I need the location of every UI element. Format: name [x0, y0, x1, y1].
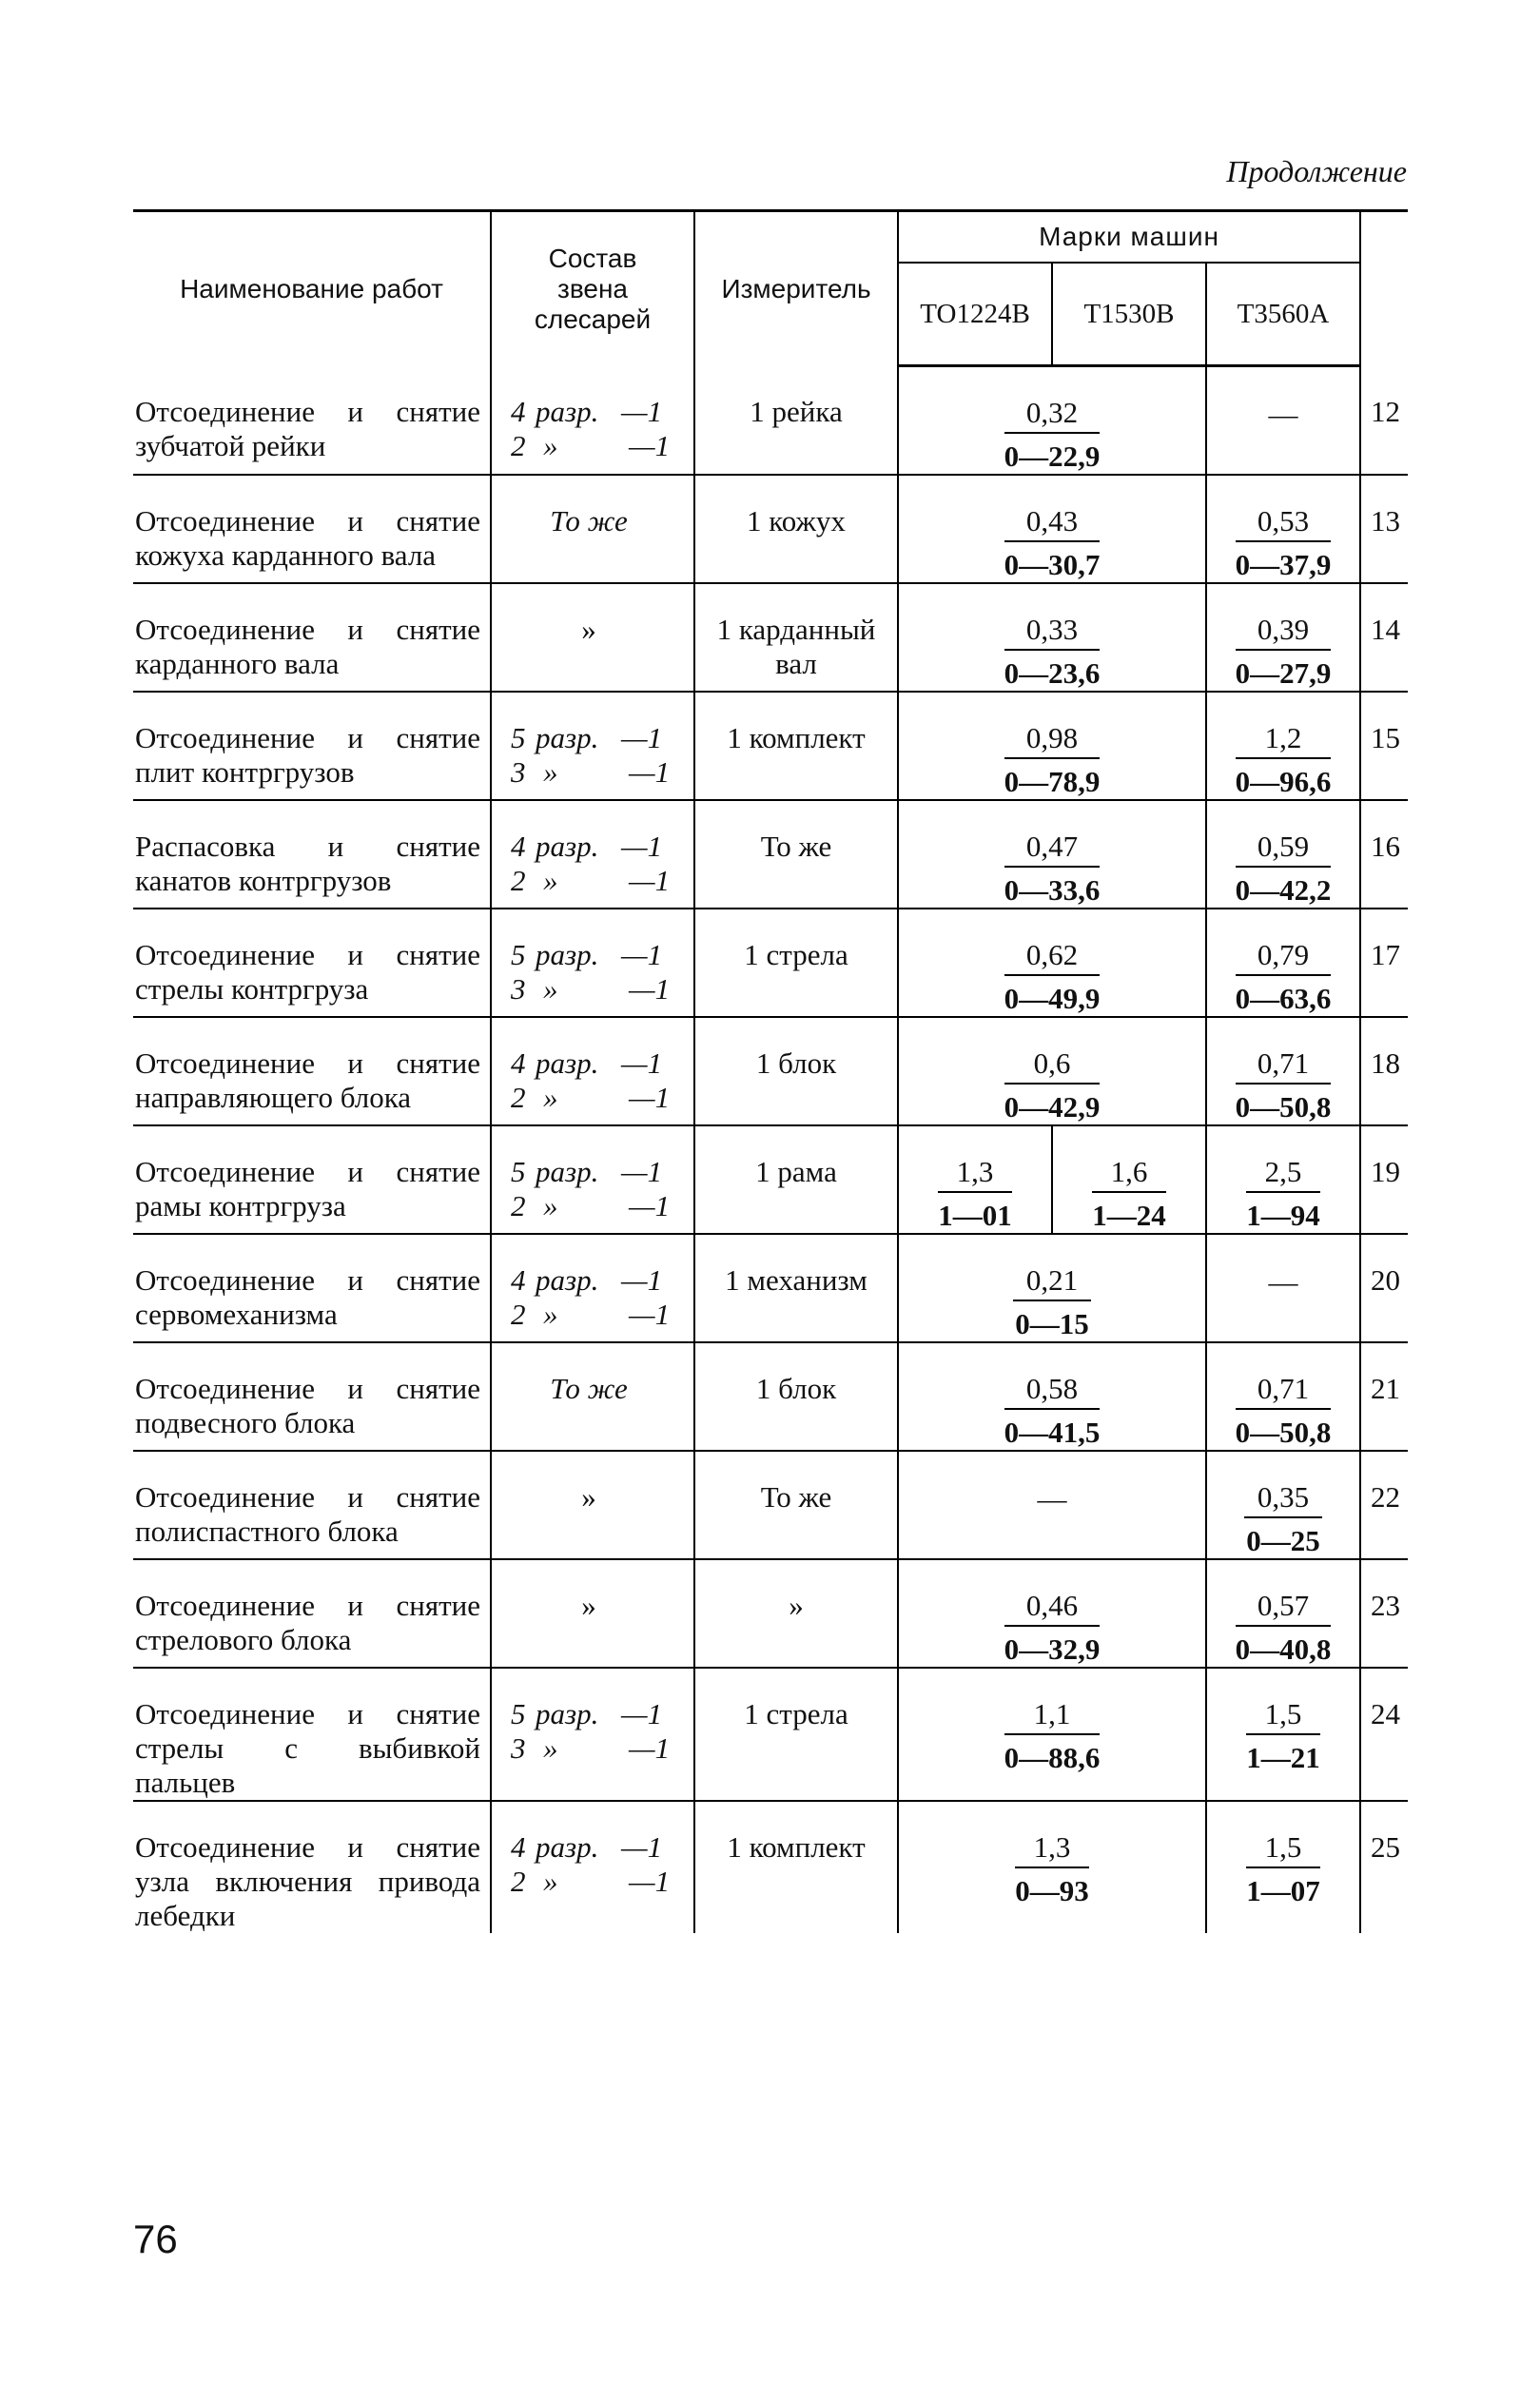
meter: 1 блок — [694, 1342, 898, 1451]
norm-fraction — [1236, 1372, 1332, 1450]
price-rate: 0—63,6 — [1235, 982, 1332, 1015]
work-name: Отсоединение и снятие стрелы контргруза — [133, 909, 491, 1017]
row-number: 18 — [1360, 1017, 1408, 1125]
header-number-col — [1360, 211, 1408, 366]
value-machines-1-2 — [898, 1234, 1206, 1342]
value-machines-1-2 — [898, 1801, 1206, 1933]
table-row — [133, 1451, 1408, 1559]
crew-line: 5 разр. —1 — [511, 1155, 663, 1188]
norm-fraction — [1004, 1372, 1101, 1450]
crew-line: 3 » —1 — [511, 755, 671, 789]
row-number: 24 — [1360, 1668, 1408, 1801]
header-machine-3: Т3560А — [1206, 263, 1360, 366]
norm-fraction — [1004, 830, 1101, 908]
norm-fraction — [1092, 1155, 1166, 1233]
value-machines-1-2 — [898, 1668, 1206, 1801]
value-machine-3 — [1206, 692, 1360, 800]
crew-line: 2 » —1 — [511, 1865, 671, 1898]
value-machine-3 — [1206, 1017, 1360, 1125]
time-norm: 0,79 — [1236, 938, 1332, 976]
value-machine-3 — [1206, 366, 1360, 476]
crew-composition — [491, 1125, 694, 1234]
meter: 1 стрела — [694, 909, 898, 1017]
crew-composition — [491, 366, 694, 476]
price-rate: 0—42,2 — [1235, 873, 1332, 907]
crew-line: 5 разр. —1 — [511, 1697, 663, 1730]
meter: 1 блок — [694, 1017, 898, 1125]
norm-fraction — [1004, 1589, 1101, 1667]
value-machine-3 — [1206, 1234, 1360, 1342]
row-number: 12 — [1371, 394, 1401, 428]
time-norm: 1,3 — [1015, 1830, 1089, 1868]
time-norm: 0,57 — [1236, 1589, 1332, 1627]
crew-line: 4 разр. —1 — [511, 1046, 663, 1080]
crew-line: 2 » —1 — [511, 428, 671, 462]
work-name: Отсоединение и снятие направляющего блока — [133, 1017, 491, 1125]
value-machine-3 — [1206, 1801, 1360, 1933]
crew-composition — [491, 800, 694, 909]
meter: 1 комплект — [694, 692, 898, 800]
work-name: Отсоединение и снятие стрелы с выбивкой пальцев — [133, 1668, 491, 1801]
time-norm: 0,35 — [1244, 1480, 1322, 1518]
time-norm: 0,71 — [1236, 1046, 1332, 1085]
value-machines-1-2 — [898, 366, 1206, 476]
value-machines-1-2 — [898, 1342, 1206, 1451]
table-row — [133, 1559, 1408, 1668]
price-rate: 0—32,9 — [1004, 1632, 1101, 1666]
row-number: 22 — [1360, 1451, 1408, 1559]
crew-line: 4 разр. —1 — [511, 1830, 663, 1864]
crew-composition: То же — [491, 475, 694, 583]
price-rate: 0—33,6 — [1004, 873, 1101, 907]
price-rate: 0—27,9 — [1235, 656, 1332, 690]
work-name: Отсоединение и снятие полиспастного блока — [133, 1451, 491, 1559]
crew-composition: » — [491, 583, 694, 692]
value-machines-1-2 — [898, 1017, 1206, 1125]
no-value-dash: — — [1268, 1265, 1298, 1299]
table-row — [133, 800, 1408, 909]
work-name: Отсоединение и снятие узла включения привода лебедки — [133, 1801, 491, 1933]
row-number: 14 — [1360, 583, 1408, 692]
time-norm: 0,32 — [1004, 396, 1101, 434]
meter: 1 комплект — [694, 1801, 898, 1933]
price-rate: 0—15 — [1015, 1307, 1089, 1340]
value-machine-3 — [1206, 583, 1360, 692]
crew-line: 2 » —1 — [511, 1081, 671, 1114]
crew-composition — [491, 1668, 694, 1801]
price-rate: 0—49,9 — [1004, 982, 1101, 1015]
header-machine-2: Т1530В — [1052, 263, 1206, 366]
price-rate: 0—41,5 — [1004, 1416, 1101, 1449]
norm-fraction — [1246, 1155, 1320, 1233]
row-number: 17 — [1360, 909, 1408, 1017]
norm-fraction — [1246, 1830, 1320, 1908]
value-machines-1-2 — [898, 909, 1206, 1017]
time-norm: 0,59 — [1236, 830, 1332, 868]
price-rate: 1—01 — [938, 1199, 1012, 1232]
meter: 1 стрела — [694, 1668, 898, 1801]
value-machines-1-2 — [898, 1451, 1206, 1559]
time-norm: 1,1 — [1004, 1697, 1101, 1735]
page-number: 76 — [133, 2217, 178, 2261]
continuation-label: Продолжение — [1226, 154, 1407, 188]
crew-line: 3 » —1 — [511, 972, 671, 1006]
work-name: Отсоединение и снятие плит контргрузов — [133, 692, 491, 800]
header-machine-marks: Марки машин — [898, 211, 1360, 264]
price-rate: 0—23,6 — [1004, 656, 1101, 690]
norm-fraction — [1236, 1589, 1332, 1667]
meter: То же — [694, 1451, 898, 1559]
time-norm: 1,2 — [1236, 721, 1332, 759]
crew-line: 4 разр. —1 — [511, 394, 663, 428]
meter: 1 механизм — [694, 1234, 898, 1342]
norm-fraction — [1004, 1697, 1101, 1775]
norms-table — [133, 209, 1408, 1933]
work-name: Отсоединение и снятие рамы контргруза — [133, 1125, 491, 1234]
value-machines-1-2 — [898, 1559, 1206, 1668]
crew-composition — [491, 1234, 694, 1342]
value-machine-3 — [1206, 800, 1360, 909]
work-name: Отсоединение и снятие подвесного блока — [133, 1342, 491, 1451]
norm-fraction — [1004, 1046, 1101, 1124]
norm-fraction — [1004, 613, 1101, 691]
value-machine-3 — [1206, 1559, 1360, 1668]
price-rate: 1—07 — [1246, 1874, 1320, 1907]
time-norm: 0,46 — [1004, 1589, 1101, 1627]
meter: То же — [694, 800, 898, 909]
price-rate: 1—24 — [1092, 1199, 1166, 1232]
work-name: Отсоединение и снятие кожуха карданного вала — [133, 475, 491, 583]
row-number: 19 — [1360, 1125, 1408, 1234]
crew-composition: » — [491, 1451, 694, 1559]
norm-fraction — [1236, 721, 1332, 799]
meter: » — [694, 1559, 898, 1668]
table-row — [133, 366, 1408, 476]
value-machine-3 — [1206, 1342, 1360, 1451]
price-rate: 0—22,9 — [1004, 440, 1101, 473]
crew-composition — [491, 1017, 694, 1125]
time-norm: 0,62 — [1004, 938, 1101, 976]
header-meter: Измеритель — [694, 211, 898, 366]
row-number: 15 — [1360, 692, 1408, 800]
crew-line: 2 » —1 — [511, 1298, 671, 1331]
norm-fraction — [1004, 938, 1101, 1016]
value-machine-1 — [898, 1125, 1052, 1234]
time-norm: 0,43 — [1004, 504, 1101, 542]
table-row — [133, 1342, 1408, 1451]
work-name: Отсоединение и снятие стрелового блока — [133, 1559, 491, 1668]
time-norm: 0,39 — [1236, 613, 1332, 651]
table-row — [133, 583, 1408, 692]
price-rate: 0—88,6 — [1004, 1741, 1101, 1774]
meter: 1 рама — [694, 1125, 898, 1234]
work-name: Распасовка и снятие канатов контргрузов — [133, 800, 491, 909]
value-machine-3 — [1206, 1125, 1360, 1234]
price-rate: 0—78,9 — [1004, 765, 1101, 798]
time-norm: 1,3 — [938, 1155, 1012, 1193]
table-row — [133, 1801, 1408, 1933]
value-machines-1-2 — [898, 475, 1206, 583]
crew-line: 5 разр. —1 — [511, 721, 663, 754]
table-body — [133, 366, 1408, 1934]
price-rate: 0—50,8 — [1235, 1090, 1332, 1124]
header-composition: Состав звена слесарей — [491, 211, 694, 366]
crew-composition — [491, 692, 694, 800]
norm-fraction — [1004, 721, 1101, 799]
crew-line: 4 разр. —1 — [511, 1263, 663, 1297]
row-number: 13 — [1360, 475, 1408, 583]
meter: 1 кожух — [694, 475, 898, 583]
time-norm: 1,5 — [1246, 1830, 1320, 1868]
norm-fraction — [1004, 396, 1101, 474]
price-rate: 1—21 — [1246, 1741, 1320, 1774]
value-machine-3 — [1206, 475, 1360, 583]
norm-fraction — [1236, 830, 1332, 908]
value-machine-2 — [1052, 1125, 1206, 1234]
norm-fraction — [1236, 613, 1332, 691]
time-norm: 1,5 — [1246, 1697, 1320, 1735]
time-norm: 1,6 — [1092, 1155, 1166, 1193]
table-row — [133, 692, 1408, 800]
table-row — [133, 1668, 1408, 1801]
table-row — [133, 1017, 1408, 1125]
crew-composition — [491, 1801, 694, 1933]
norm-fraction — [1236, 1046, 1332, 1124]
price-rate: 0—42,9 — [1004, 1090, 1101, 1124]
crew-line: 2 » —1 — [511, 864, 671, 897]
norm-fraction — [938, 1155, 1012, 1233]
norm-fraction — [1236, 938, 1332, 1016]
row-number: 20 — [1360, 1234, 1408, 1342]
crew-line: 4 разр. —1 — [511, 830, 663, 863]
row-number: 21 — [1360, 1342, 1408, 1451]
norm-fraction — [1013, 1263, 1091, 1341]
work-name: Отсоединение и снятие карданного вала — [133, 583, 491, 692]
value-machines-1-2 — [898, 800, 1206, 909]
meter: 1 карданный вал — [694, 583, 898, 692]
crew-line: 5 разр. —1 — [511, 938, 663, 971]
price-rate: 1—94 — [1246, 1199, 1320, 1232]
value-machine-3 — [1206, 1451, 1360, 1559]
table-row — [133, 475, 1408, 583]
row-number: 23 — [1360, 1559, 1408, 1668]
crew-line: 3 » —1 — [511, 1731, 671, 1765]
table-row — [133, 909, 1408, 1017]
time-norm: 0,53 — [1236, 504, 1332, 542]
time-norm: 0,33 — [1004, 613, 1101, 651]
price-rate: 0—93 — [1015, 1874, 1089, 1907]
crew-line: 2 » —1 — [511, 1189, 671, 1222]
header-machine-1: ТО1224В — [898, 263, 1052, 366]
price-rate: 0—96,6 — [1235, 765, 1332, 798]
value-machine-3 — [1206, 1668, 1360, 1801]
time-norm: 0,21 — [1013, 1263, 1091, 1301]
table-row — [133, 1234, 1408, 1342]
norm-fraction — [1236, 504, 1332, 582]
time-norm: 0,47 — [1004, 830, 1101, 868]
price-rate: 0—50,8 — [1235, 1416, 1332, 1449]
work-name: Отсоединение и снятие зубчатой рейки — [133, 366, 491, 476]
price-rate: 0—30,7 — [1004, 548, 1101, 581]
norm-fraction — [1246, 1697, 1320, 1775]
crew-composition: То же — [491, 1342, 694, 1451]
work-name: Отсоединение и снятие сервомеханизма — [133, 1234, 491, 1342]
value-machines-1-2 — [898, 692, 1206, 800]
norm-fraction — [1015, 1830, 1089, 1908]
price-rate: 0—40,8 — [1235, 1632, 1332, 1666]
meter: 1 рейка — [694, 366, 898, 476]
no-value-dash: — — [1037, 1482, 1067, 1515]
header-name: Наименование работ — [133, 211, 491, 366]
norm-fraction — [1244, 1480, 1322, 1558]
row-number: 16 — [1360, 800, 1408, 909]
time-norm: 0,98 — [1004, 721, 1101, 759]
norm-fraction — [1004, 504, 1101, 582]
price-rate: 0—25 — [1246, 1524, 1320, 1557]
price-rate: 0—37,9 — [1235, 548, 1332, 581]
time-norm: 0,71 — [1236, 1372, 1332, 1410]
crew-composition — [491, 909, 694, 1017]
crew-composition: » — [491, 1559, 694, 1668]
time-norm: 0,6 — [1004, 1046, 1101, 1085]
table-row — [133, 1125, 1408, 1234]
value-machine-3 — [1206, 909, 1360, 1017]
no-value-dash: — — [1268, 398, 1298, 431]
row-number: 25 — [1360, 1801, 1408, 1933]
value-machines-1-2 — [898, 583, 1206, 692]
time-norm: 0,58 — [1004, 1372, 1101, 1410]
time-norm: 2,5 — [1246, 1155, 1320, 1193]
